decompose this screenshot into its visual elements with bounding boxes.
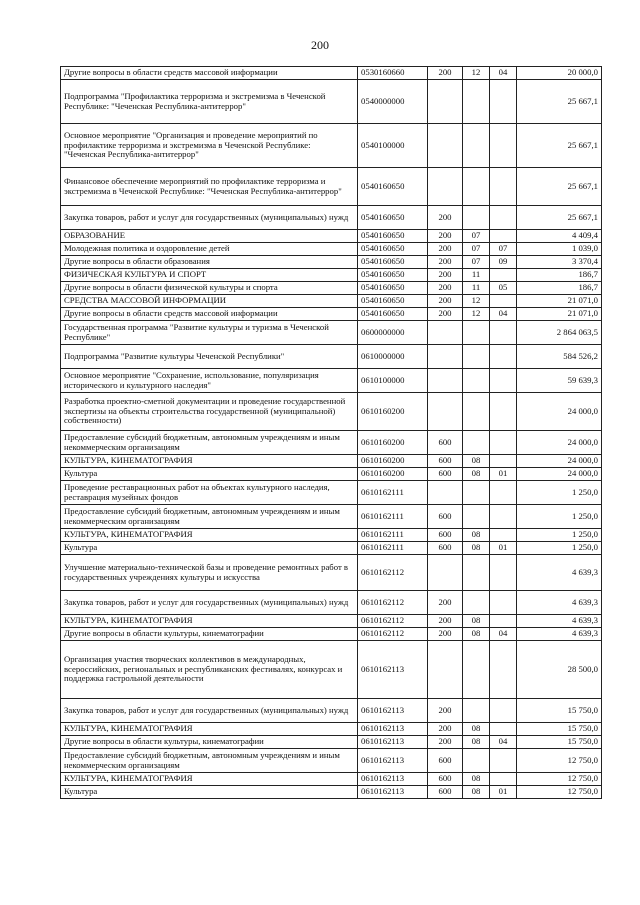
row-name-cell: ФИЗИЧЕСКАЯ КУЛЬТУРА И СПОРТ	[61, 269, 358, 282]
row-section-cell	[463, 124, 490, 168]
row-expense-type-cell: 200	[428, 736, 463, 749]
row-subsection-cell: 01	[490, 542, 517, 555]
row-name-cell: Улучшение материально-технической базы и проведение ремонтных работ в государственных учреждениях культуры и искусства	[61, 555, 358, 591]
row-subsection-cell	[490, 641, 517, 699]
row-amount-cell: 4 409,4	[517, 230, 602, 243]
row-section-cell	[463, 699, 490, 723]
row-amount-cell: 59 639,3	[517, 369, 602, 393]
row-subsection-cell	[490, 80, 517, 124]
row-subsection-cell	[490, 615, 517, 628]
row-amount-cell: 1 250,0	[517, 542, 602, 555]
row-subsection-cell: 04	[490, 308, 517, 321]
row-amount-cell: 12 750,0	[517, 773, 602, 786]
row-subsection-cell: 04	[490, 628, 517, 641]
table-row	[61, 321, 602, 345]
row-expense-type-cell: 200	[428, 282, 463, 295]
row-expense-type-cell: 600	[428, 431, 463, 455]
row-expense-type-cell: 600	[428, 749, 463, 773]
row-section-cell	[463, 206, 490, 230]
row-name-cell: СРЕДСТВА МАССОВОЙ ИНФОРМАЦИИ	[61, 295, 358, 308]
row-target-code-cell: 0600000000	[358, 321, 428, 345]
row-section-cell: 08	[463, 615, 490, 628]
row-target-code-cell: 0540100000	[358, 124, 428, 168]
row-amount-cell: 4 639,3	[517, 628, 602, 641]
row-subsection-cell	[490, 749, 517, 773]
table-row	[61, 282, 602, 295]
row-expense-type-cell: 200	[428, 230, 463, 243]
row-target-code-cell: 0540160650	[358, 295, 428, 308]
row-subsection-cell: 01	[490, 786, 517, 799]
row-subsection-cell	[490, 723, 517, 736]
row-target-code-cell: 0610162113	[358, 723, 428, 736]
row-section-cell: 08	[463, 628, 490, 641]
row-section-cell	[463, 168, 490, 206]
row-expense-type-cell	[428, 168, 463, 206]
row-expense-type-cell	[428, 393, 463, 431]
row-subsection-cell	[490, 345, 517, 369]
row-amount-cell: 20 000,0	[517, 67, 602, 80]
row-subsection-cell	[490, 295, 517, 308]
row-subsection-cell	[490, 124, 517, 168]
budget-table-body	[61, 67, 602, 799]
budget-table	[60, 66, 602, 799]
row-subsection-cell	[490, 431, 517, 455]
row-subsection-cell	[490, 481, 517, 505]
row-expense-type-cell: 200	[428, 628, 463, 641]
row-target-code-cell: 0610162112	[358, 591, 428, 615]
row-expense-type-cell: 200	[428, 295, 463, 308]
row-expense-type-cell: 200	[428, 67, 463, 80]
row-expense-type-cell: 600	[428, 773, 463, 786]
row-section-cell: 07	[463, 243, 490, 256]
row-target-code-cell: 0610160200	[358, 468, 428, 481]
row-name-cell: Разработка проектно-сметной документации и проведение государственной экспертизы на объекты строительства государственной (муниципальной) собственности)	[61, 393, 358, 431]
row-amount-cell: 25 667,1	[517, 124, 602, 168]
table-row	[61, 243, 602, 256]
row-target-code-cell: 0610160200	[358, 431, 428, 455]
row-amount-cell: 15 750,0	[517, 736, 602, 749]
row-target-code-cell: 0610162113	[358, 699, 428, 723]
row-section-cell: 08	[463, 786, 490, 799]
row-amount-cell: 24 000,0	[517, 431, 602, 455]
table-row	[61, 206, 602, 230]
table-row	[61, 749, 602, 773]
table-row	[61, 269, 602, 282]
row-target-code-cell: 0610162111	[358, 542, 428, 555]
row-name-cell: Государственная программа "Развитие культуры и туризма в Чеченской Республике"	[61, 321, 358, 345]
row-amount-cell: 186,7	[517, 269, 602, 282]
row-name-cell: КУЛЬТУРА, КИНЕМАТОГРАФИЯ	[61, 455, 358, 468]
row-name-cell: Проведение реставрационных работ на объектах культурного наследия, реставрация музейных фондов	[61, 481, 358, 505]
row-name-cell: Основное мероприятие "Сохранение, использование, популяризация исторического и культурного наследия"	[61, 369, 358, 393]
row-subsection-cell	[490, 555, 517, 591]
table-row	[61, 345, 602, 369]
row-subsection-cell	[490, 529, 517, 542]
row-name-cell: Подпрограмма "Профилактика терроризма и экстремизма в Чеченской Республике: "Чеченская Республика-антитеррор"	[61, 80, 358, 124]
row-target-code-cell: 0610000000	[358, 345, 428, 369]
table-row	[61, 736, 602, 749]
row-section-cell	[463, 641, 490, 699]
row-amount-cell: 1 250,0	[517, 481, 602, 505]
row-amount-cell: 584 526,2	[517, 345, 602, 369]
row-target-code-cell: 0540160650	[358, 256, 428, 269]
table-row	[61, 529, 602, 542]
row-amount-cell: 186,7	[517, 282, 602, 295]
row-target-code-cell: 0540160650	[358, 269, 428, 282]
row-expense-type-cell	[428, 80, 463, 124]
row-target-code-cell: 0540000000	[358, 80, 428, 124]
row-amount-cell: 2 864 063,5	[517, 321, 602, 345]
row-section-cell	[463, 345, 490, 369]
table-row	[61, 555, 602, 591]
row-section-cell: 12	[463, 308, 490, 321]
row-amount-cell: 28 500,0	[517, 641, 602, 699]
table-row	[61, 542, 602, 555]
row-subsection-cell: 07	[490, 243, 517, 256]
row-name-cell: Другие вопросы в области образования	[61, 256, 358, 269]
row-name-cell: Другие вопросы в области физической культуры и спорта	[61, 282, 358, 295]
row-section-cell: 08	[463, 773, 490, 786]
row-expense-type-cell: 600	[428, 786, 463, 799]
row-expense-type-cell: 600	[428, 455, 463, 468]
row-name-cell: Финансовое обеспечение мероприятий по профилактике терроризма и экстремизма в Чеченской Республике: "Чеченская Республика-антитеррор"	[61, 168, 358, 206]
row-target-code-cell: 0540160650	[358, 282, 428, 295]
row-section-cell: 08	[463, 529, 490, 542]
row-amount-cell: 24 000,0	[517, 393, 602, 431]
row-section-cell	[463, 321, 490, 345]
row-name-cell: ОБРАЗОВАНИЕ	[61, 230, 358, 243]
row-name-cell: Организация участия творческих коллективов в международных, всероссийских, региональных и республиканских фестивалях, конкурсах и поддержка гастрольной деятельности	[61, 641, 358, 699]
row-amount-cell: 12 750,0	[517, 786, 602, 799]
row-amount-cell: 21 071,0	[517, 295, 602, 308]
table-row	[61, 431, 602, 455]
row-name-cell: КУЛЬТУРА, КИНЕМАТОГРАФИЯ	[61, 615, 358, 628]
row-amount-cell: 15 750,0	[517, 723, 602, 736]
row-subsection-cell: 05	[490, 282, 517, 295]
row-target-code-cell: 0610160200	[358, 393, 428, 431]
row-expense-type-cell	[428, 369, 463, 393]
table-row	[61, 591, 602, 615]
row-subsection-cell	[490, 455, 517, 468]
table-row	[61, 393, 602, 431]
table-row	[61, 80, 602, 124]
row-section-cell	[463, 431, 490, 455]
row-amount-cell: 1 250,0	[517, 529, 602, 542]
row-section-cell: 08	[463, 723, 490, 736]
row-subsection-cell	[490, 773, 517, 786]
row-amount-cell: 12 750,0	[517, 749, 602, 773]
row-expense-type-cell	[428, 641, 463, 699]
row-target-code-cell: 0610162113	[358, 773, 428, 786]
row-target-code-cell: 0610162112	[358, 615, 428, 628]
table-row	[61, 505, 602, 529]
row-amount-cell: 1 250,0	[517, 505, 602, 529]
row-section-cell: 07	[463, 256, 490, 269]
row-target-code-cell: 0530160660	[358, 67, 428, 80]
row-amount-cell: 21 071,0	[517, 308, 602, 321]
table-row	[61, 481, 602, 505]
table-row	[61, 295, 602, 308]
row-amount-cell: 1 039,0	[517, 243, 602, 256]
row-target-code-cell: 0540160650	[358, 230, 428, 243]
row-section-cell	[463, 555, 490, 591]
row-expense-type-cell	[428, 345, 463, 369]
row-target-code-cell: 0540160650	[358, 206, 428, 230]
row-section-cell	[463, 591, 490, 615]
row-target-code-cell: 0610162111	[358, 529, 428, 542]
row-subsection-cell	[490, 230, 517, 243]
row-subsection-cell	[490, 168, 517, 206]
table-row	[61, 641, 602, 699]
row-amount-cell: 25 667,1	[517, 168, 602, 206]
row-amount-cell: 24 000,0	[517, 468, 602, 481]
row-expense-type-cell: 600	[428, 542, 463, 555]
row-section-cell: 08	[463, 736, 490, 749]
table-row	[61, 468, 602, 481]
table-row	[61, 67, 602, 80]
row-amount-cell: 25 667,1	[517, 206, 602, 230]
row-amount-cell: 25 667,1	[517, 80, 602, 124]
row-expense-type-cell: 600	[428, 529, 463, 542]
table-row	[61, 256, 602, 269]
row-section-cell: 11	[463, 269, 490, 282]
row-section-cell: 08	[463, 542, 490, 555]
row-subsection-cell	[490, 591, 517, 615]
row-name-cell: Предоставление субсидий бюджетным, автономным учреждениям и иным некоммерческим организациям	[61, 431, 358, 455]
row-target-code-cell: 0610160200	[358, 455, 428, 468]
row-name-cell: Культура	[61, 468, 358, 481]
row-target-code-cell: 0540160650	[358, 168, 428, 206]
page-number: 200	[311, 38, 329, 52]
row-expense-type-cell: 200	[428, 615, 463, 628]
row-target-code-cell: 0610100000	[358, 369, 428, 393]
row-name-cell: Молодежная политика и оздоровление детей	[61, 243, 358, 256]
row-name-cell: Закупка товаров, работ и услуг для государственных (муниципальных) нужд	[61, 206, 358, 230]
row-name-cell: Другие вопросы в области средств массовой информации	[61, 308, 358, 321]
row-section-cell	[463, 80, 490, 124]
table-row	[61, 699, 602, 723]
row-subsection-cell	[490, 699, 517, 723]
table-row	[61, 168, 602, 206]
row-expense-type-cell: 200	[428, 723, 463, 736]
table-row	[61, 615, 602, 628]
row-expense-type-cell: 600	[428, 468, 463, 481]
row-name-cell: Культура	[61, 542, 358, 555]
row-amount-cell: 15 750,0	[517, 699, 602, 723]
row-target-code-cell: 0610162112	[358, 628, 428, 641]
table-row	[61, 455, 602, 468]
table-row	[61, 786, 602, 799]
row-section-cell	[463, 749, 490, 773]
row-section-cell	[463, 369, 490, 393]
row-target-code-cell: 0610162113	[358, 736, 428, 749]
row-name-cell: Предоставление субсидий бюджетным, автономным учреждениям и иным некоммерческим организациям	[61, 505, 358, 529]
row-target-code-cell: 0610162113	[358, 786, 428, 799]
row-target-code-cell: 0610162111	[358, 481, 428, 505]
row-expense-type-cell: 200	[428, 243, 463, 256]
table-row	[61, 369, 602, 393]
row-subsection-cell	[490, 369, 517, 393]
row-name-cell: Другие вопросы в области средств массовой информации	[61, 67, 358, 80]
row-subsection-cell: 09	[490, 256, 517, 269]
row-section-cell	[463, 393, 490, 431]
row-name-cell: Основное мероприятие "Организация и проведение мероприятий по профилактике терроризма и экстремизма в Чеченской Республике: "Чеченская Республика-антитеррор"	[61, 124, 358, 168]
row-name-cell: КУЛЬТУРА, КИНЕМАТОГРАФИЯ	[61, 773, 358, 786]
row-name-cell: КУЛЬТУРА, КИНЕМАТОГРАФИЯ	[61, 723, 358, 736]
row-name-cell: Другие вопросы в области культуры, кинематографии	[61, 736, 358, 749]
row-section-cell	[463, 481, 490, 505]
row-amount-cell: 3 370,4	[517, 256, 602, 269]
row-target-code-cell: 0610162113	[358, 749, 428, 773]
row-target-code-cell: 0610162113	[358, 641, 428, 699]
row-expense-type-cell: 200	[428, 206, 463, 230]
row-amount-cell: 24 000,0	[517, 455, 602, 468]
row-expense-type-cell: 200	[428, 699, 463, 723]
row-expense-type-cell: 600	[428, 505, 463, 529]
row-section-cell: 12	[463, 295, 490, 308]
row-target-code-cell: 0610162112	[358, 555, 428, 591]
row-section-cell	[463, 505, 490, 529]
row-section-cell: 11	[463, 282, 490, 295]
row-section-cell: 08	[463, 455, 490, 468]
row-amount-cell: 4 639,3	[517, 555, 602, 591]
row-section-cell: 07	[463, 230, 490, 243]
row-name-cell: Предоставление субсидий бюджетным, автономным учреждениям и иным некоммерческим организациям	[61, 749, 358, 773]
row-name-cell: Подпрограмма "Развитие культуры Чеченской Республики"	[61, 345, 358, 369]
row-subsection-cell	[490, 206, 517, 230]
row-expense-type-cell: 200	[428, 591, 463, 615]
row-target-code-cell: 0540160650	[358, 308, 428, 321]
row-expense-type-cell: 200	[428, 256, 463, 269]
table-row	[61, 723, 602, 736]
row-subsection-cell	[490, 505, 517, 529]
row-target-code-cell: 0610162111	[358, 505, 428, 529]
row-name-cell: Закупка товаров, работ и услуг для государственных (муниципальных) нужд	[61, 591, 358, 615]
row-subsection-cell: 04	[490, 67, 517, 80]
row-subsection-cell: 04	[490, 736, 517, 749]
table-row	[61, 628, 602, 641]
row-amount-cell: 4 639,3	[517, 591, 602, 615]
row-name-cell: Другие вопросы в области культуры, кинематографии	[61, 628, 358, 641]
row-subsection-cell	[490, 393, 517, 431]
row-amount-cell: 4 639,3	[517, 615, 602, 628]
row-expense-type-cell: 200	[428, 308, 463, 321]
row-subsection-cell: 01	[490, 468, 517, 481]
table-row	[61, 773, 602, 786]
row-expense-type-cell: 200	[428, 269, 463, 282]
row-subsection-cell	[490, 269, 517, 282]
table-row	[61, 230, 602, 243]
row-name-cell: Закупка товаров, работ и услуг для государственных (муниципальных) нужд	[61, 699, 358, 723]
row-subsection-cell	[490, 321, 517, 345]
row-expense-type-cell	[428, 555, 463, 591]
table-row	[61, 308, 602, 321]
row-name-cell: Культура	[61, 786, 358, 799]
row-expense-type-cell	[428, 481, 463, 505]
row-name-cell: КУЛЬТУРА, КИНЕМАТОГРАФИЯ	[61, 529, 358, 542]
row-section-cell: 08	[463, 468, 490, 481]
row-target-code-cell: 0540160650	[358, 243, 428, 256]
row-expense-type-cell	[428, 124, 463, 168]
row-expense-type-cell	[428, 321, 463, 345]
table-row	[61, 124, 602, 168]
row-section-cell: 12	[463, 67, 490, 80]
